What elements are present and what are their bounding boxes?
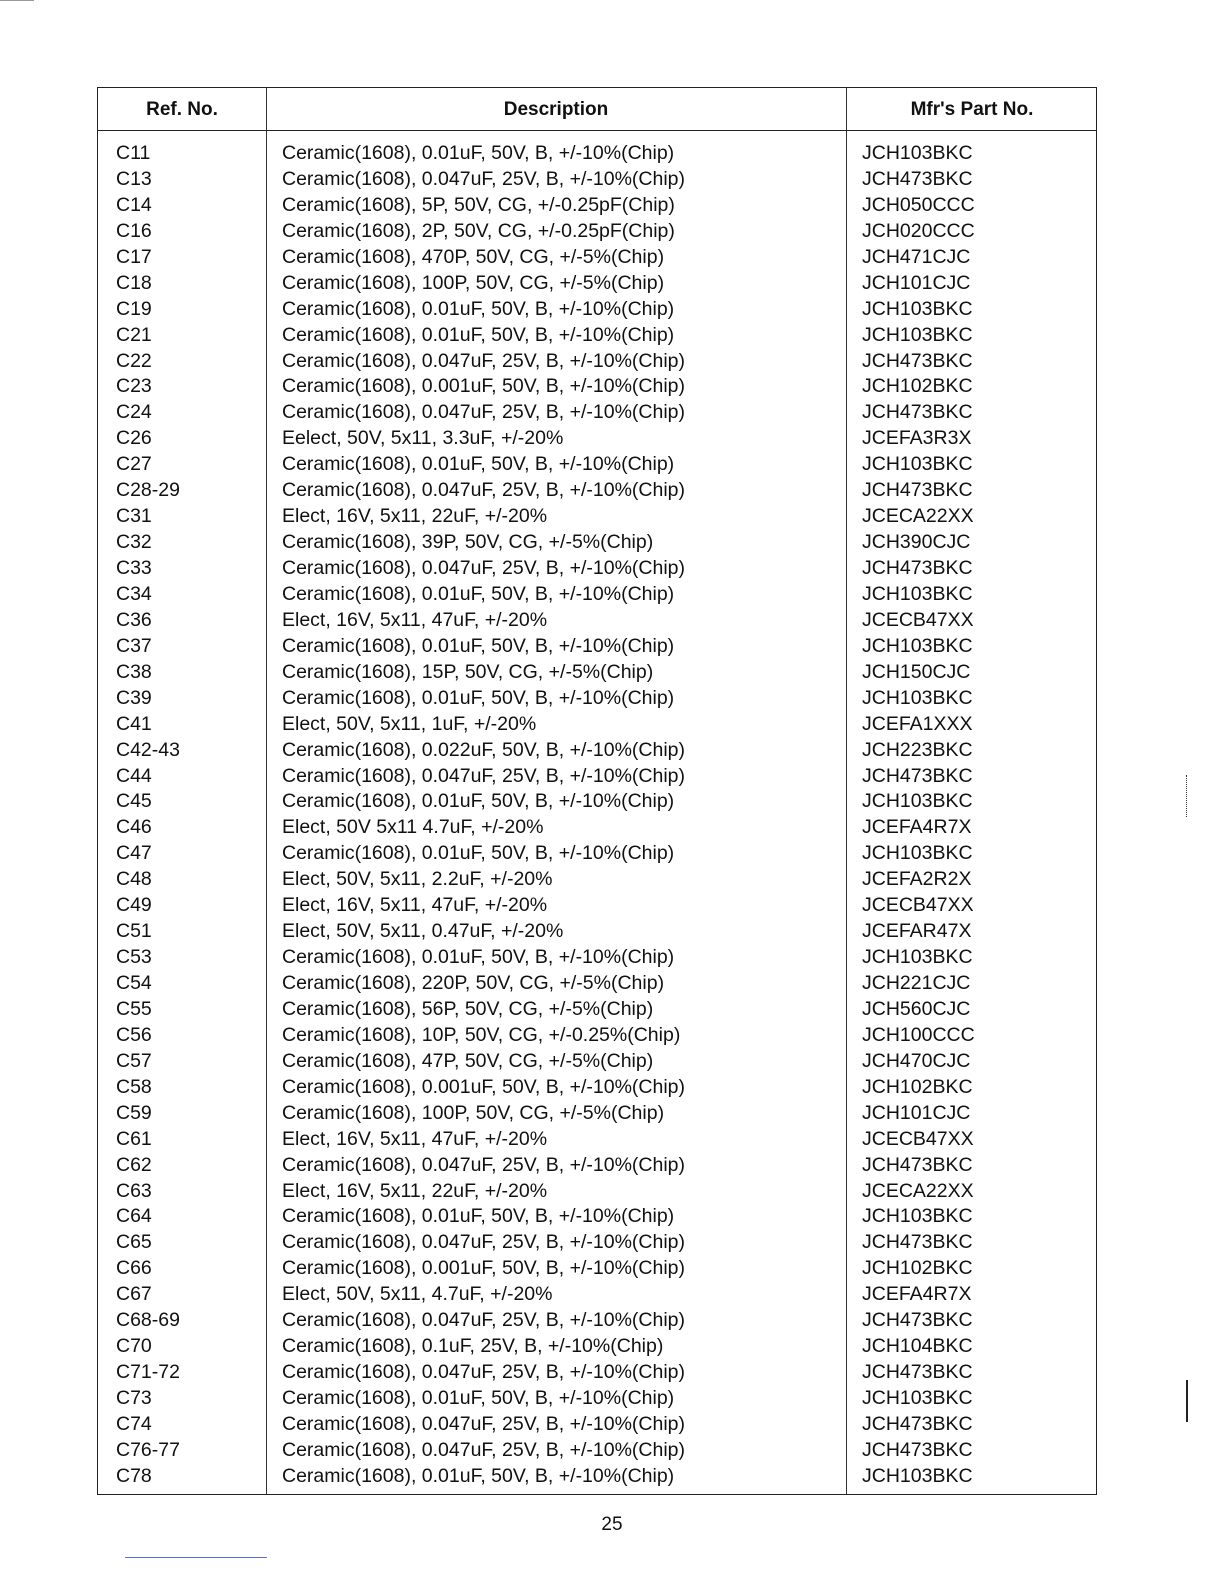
cell-description: Ceramic(1608), 0.01uF, 50V, B, +/-10%(Chip) — [282, 790, 675, 813]
cell-ref-no: C48 — [116, 868, 152, 891]
cell-mfr-part-no: JCEFA4R7X — [862, 1283, 972, 1306]
table-row — [98, 1255, 1098, 1281]
cell-mfr-part-no: JCH473BKC — [862, 764, 973, 787]
cell-ref-no: C39 — [116, 686, 152, 709]
cell-description: Ceramic(1608), 56P, 50V, CG, +/-5%(Chip) — [282, 997, 654, 1020]
cell-mfr-part-no: JCH101CJC — [862, 1101, 971, 1124]
cell-description: Ceramic(1608), 220P, 50V, CG, +/-5%(Chip) — [282, 972, 665, 994]
table-row — [98, 218, 1098, 244]
cell-description: Ceramic(1608), 0.01uF, 50V, B, +/-10%(Chip) — [282, 1464, 675, 1487]
cell-mfr-part-no: JCH473BKC — [862, 1361, 973, 1384]
cell-ref-no: C14 — [116, 193, 152, 216]
table-row — [98, 1411, 1098, 1437]
cell-mfr-part-no: JCH103BKC — [862, 842, 973, 865]
table-row — [98, 192, 1098, 218]
cell-description: Elect, 50V, 5x11, 2.2uF, +/-20% — [282, 868, 553, 891]
cell-description: Ceramic(1608), 0.047uF, 25V, B, +/-10%(Chip) — [282, 1361, 686, 1384]
cell-mfr-part-no: JCH470CJC — [862, 1049, 971, 1072]
table-row — [98, 1359, 1098, 1385]
cell-mfr-part-no: JCH050CCC — [862, 193, 975, 216]
cell-mfr-part-no: JCH103BKC — [862, 453, 973, 476]
table-row — [98, 1281, 1098, 1307]
table-body — [98, 140, 1098, 1489]
table-row — [98, 399, 1098, 425]
cell-mfr-part-no: JCH390CJC — [862, 531, 971, 554]
table-row — [98, 1203, 1098, 1229]
cell-ref-no: C18 — [116, 271, 152, 294]
cell-description: Ceramic(1608), 47P, 50V, CG, +/-5%(Chip) — [282, 1049, 654, 1072]
cell-mfr-part-no: JCH223BKC — [862, 738, 973, 761]
table-row — [98, 659, 1098, 685]
cell-mfr-part-no: JCH473BKC — [862, 349, 973, 372]
cell-description: Elect, 16V, 5x11, 47uF, +/-20% — [282, 894, 548, 917]
cell-description: Ceramic(1608), 0.01uF, 50V, B, +/-10%(Chip) — [282, 142, 675, 164]
table-row — [98, 866, 1098, 892]
header-rule — [98, 130, 1096, 131]
cell-mfr-part-no: JCH103BKC — [862, 1464, 973, 1487]
cell-description: Ceramic(1608), 0.047uF, 25V, B, +/-10%(Chip) — [282, 557, 686, 579]
cell-ref-no: C19 — [116, 297, 152, 320]
table-row — [98, 166, 1098, 192]
table-row — [98, 607, 1098, 633]
cell-description: Ceramic(1608), 0.01uF, 50V, B, +/-10%(Chip) — [282, 946, 675, 969]
cell-ref-no: C65 — [116, 1231, 152, 1254]
cell-ref-no: C46 — [116, 816, 152, 839]
table-row — [98, 373, 1098, 399]
cell-ref-no: C23 — [116, 375, 152, 398]
table-row — [98, 892, 1098, 918]
cell-mfr-part-no: JCH102BKC — [862, 1075, 973, 1098]
cell-ref-no: C13 — [116, 167, 152, 190]
cell-description: Elect, 50V 5x11 4.7uF, +/-20% — [282, 816, 544, 839]
cell-mfr-part-no: JCH020CCC — [862, 219, 975, 242]
cell-description: Elect, 16V, 5x11, 22uF, +/-20% — [282, 505, 548, 528]
cell-mfr-part-no: JCEFA3R3X — [862, 427, 972, 450]
table-row — [98, 1100, 1098, 1126]
cell-ref-no: C28-29 — [116, 479, 180, 502]
cell-description: Ceramic(1608), 100P, 50V, CG, +/-5%(Chip) — [282, 1101, 665, 1124]
cell-ref-no: C22 — [116, 349, 152, 372]
cell-description: Ceramic(1608), 0.01uF, 50V, B, +/-10%(Chip) — [282, 297, 675, 320]
cell-description: Ceramic(1608), 470P, 50V, CG, +/-5%(Chip) — [282, 245, 665, 268]
table-row — [98, 1437, 1098, 1463]
cell-mfr-part-no: JCECA22XX — [862, 1179, 974, 1202]
cell-ref-no: C74 — [116, 1412, 152, 1435]
header-description: Description — [503, 99, 609, 120]
cell-ref-no: C26 — [116, 427, 152, 450]
cell-ref-no: C17 — [116, 245, 152, 268]
table-row — [98, 1074, 1098, 1100]
table-row — [98, 296, 1098, 322]
cell-mfr-part-no: JCH103BKC — [862, 323, 973, 346]
header-ref-no: Ref. No. — [146, 99, 218, 120]
cell-mfr-part-no: JCH102BKC — [862, 1257, 973, 1280]
cell-ref-no: C53 — [116, 946, 152, 969]
cell-mfr-part-no: JCECB47XX — [862, 894, 974, 917]
table-row — [98, 840, 1098, 866]
table-row — [98, 1126, 1098, 1152]
parts-list-table — [97, 87, 1097, 1495]
cell-description: Elect, 50V, 5x11, 1uF, +/-20% — [282, 712, 537, 735]
cell-mfr-part-no: JCECB47XX — [862, 608, 974, 631]
cell-ref-no: C68-69 — [116, 1309, 180, 1332]
cell-mfr-part-no: JCH103BKC — [862, 686, 973, 709]
table-row — [98, 503, 1098, 529]
cell-mfr-part-no: JCEFA4R7X — [862, 816, 972, 839]
cell-ref-no: C51 — [116, 920, 152, 943]
cell-ref-no: C57 — [116, 1049, 152, 1072]
cell-mfr-part-no: JCECB47XX — [862, 1127, 974, 1150]
cell-mfr-part-no: JCH102BKC — [862, 375, 973, 398]
cell-description: Ceramic(1608), 0.001uF, 50V, B, +/-10%(Chip) — [282, 375, 686, 398]
table-row — [98, 685, 1098, 711]
table-row — [98, 918, 1098, 944]
cell-ref-no: C27 — [116, 453, 152, 476]
cell-mfr-part-no: JCH473BKC — [862, 1438, 973, 1461]
table-row — [98, 970, 1098, 996]
cell-ref-no: C37 — [116, 634, 152, 657]
cell-mfr-part-no: JCH471CJC — [862, 245, 971, 268]
cell-ref-no: C62 — [116, 1153, 152, 1176]
cell-description: Ceramic(1608), 2P, 50V, CG, +/-0.25pF(Chip) — [282, 219, 675, 242]
table-row — [98, 1178, 1098, 1204]
cell-ref-no: C73 — [116, 1387, 152, 1409]
cell-description: Ceramic(1608), 0.047uF, 25V, B, +/-10%(Chip) — [282, 1153, 686, 1176]
cell-ref-no: C61 — [116, 1127, 152, 1150]
cell-ref-no: C66 — [116, 1257, 152, 1280]
cell-mfr-part-no: JCH103BKC — [862, 946, 973, 969]
table-row — [98, 944, 1098, 970]
cell-mfr-part-no: JCH103BKC — [862, 634, 973, 657]
cell-mfr-part-no: JCH473BKC — [862, 1309, 973, 1332]
cell-mfr-part-no: JCH560CJC — [862, 997, 971, 1020]
table-row — [98, 555, 1098, 581]
cell-ref-no: C55 — [116, 997, 152, 1020]
cell-ref-no: C33 — [116, 557, 152, 579]
cell-ref-no: C38 — [116, 660, 152, 683]
cell-description: Ceramic(1608), 0.047uF, 25V, B, +/-10%(Chip) — [282, 764, 686, 787]
cell-ref-no: C44 — [116, 764, 152, 787]
cell-ref-no: C58 — [116, 1075, 152, 1098]
cell-description: Ceramic(1608), 0.1uF, 25V, B, +/-10%(Chip) — [282, 1335, 664, 1358]
table-row — [98, 1022, 1098, 1048]
table-row — [98, 1229, 1098, 1255]
cell-mfr-part-no: JCH473BKC — [862, 401, 973, 424]
cell-mfr-part-no: JCH103BKC — [862, 297, 973, 320]
cell-ref-no: C54 — [116, 972, 152, 994]
scan-edge-mark — [1186, 775, 1187, 817]
cell-description: Ceramic(1608), 5P, 50V, CG, +/-0.25pF(Chip) — [282, 193, 675, 216]
table-row — [98, 529, 1098, 555]
table-row — [98, 477, 1098, 503]
table-row — [98, 140, 1098, 166]
cell-description: Eelect, 50V, 5x11, 3.3uF, +/-20% — [282, 427, 564, 450]
cell-description: Ceramic(1608), 0.01uF, 50V, B, +/-10%(Chip) — [282, 686, 675, 709]
cell-mfr-part-no: JCH103BKC — [862, 1387, 973, 1409]
cell-description: Ceramic(1608), 0.01uF, 50V, B, +/-10%(Chip) — [282, 582, 675, 605]
cell-ref-no: C49 — [116, 894, 152, 917]
cell-description: Ceramic(1608), 0.01uF, 50V, B, +/-10%(Chip) — [282, 453, 675, 476]
cell-mfr-part-no: JCH221CJC — [862, 972, 971, 994]
cell-description: Ceramic(1608), 0.047uF, 25V, B, +/-10%(Chip) — [282, 349, 686, 372]
table-row — [98, 737, 1098, 763]
cell-description: Ceramic(1608), 100P, 50V, CG, +/-5%(Chip) — [282, 271, 665, 294]
cell-description: Ceramic(1608), 0.01uF, 50V, B, +/-10%(Chip) — [282, 323, 675, 346]
table-row — [98, 1333, 1098, 1359]
cell-mfr-part-no: JCH103BKC — [862, 142, 973, 164]
cell-description: Elect, 50V, 5x11, 4.7uF, +/-20% — [282, 1283, 553, 1306]
cell-description: Ceramic(1608), 0.047uF, 25V, B, +/-10%(Chip) — [282, 1412, 686, 1435]
cell-mfr-part-no: JCH104BKC — [862, 1335, 973, 1358]
cell-ref-no: C59 — [116, 1101, 152, 1124]
cell-ref-no: C24 — [116, 401, 152, 424]
cell-mfr-part-no: JCH101CJC — [862, 271, 971, 294]
table-row — [98, 1048, 1098, 1074]
cell-mfr-part-no: JCH473BKC — [862, 1153, 973, 1176]
cell-description: Ceramic(1608), 39P, 50V, CG, +/-5%(Chip) — [282, 531, 654, 554]
cell-ref-no: C45 — [116, 790, 152, 813]
table-row — [98, 270, 1098, 296]
table-row — [98, 996, 1098, 1022]
cell-mfr-part-no: JCECA22XX — [862, 505, 974, 528]
cell-mfr-part-no: JCH103BKC — [862, 1205, 973, 1228]
cell-description: Ceramic(1608), 0.01uF, 50V, B, +/-10%(Chip) — [282, 634, 675, 657]
cell-description: Elect, 16V, 5x11, 22uF, +/-20% — [282, 1179, 548, 1202]
cell-description: Ceramic(1608), 15P, 50V, CG, +/-5%(Chip) — [282, 660, 654, 683]
cell-mfr-part-no: JCEFA1XXX — [862, 712, 973, 735]
table-row — [98, 1307, 1098, 1333]
cell-mfr-part-no: JCH473BKC — [862, 167, 973, 190]
cell-mfr-part-no: JCH103BKC — [862, 582, 973, 605]
cell-mfr-part-no: JCH473BKC — [862, 557, 973, 579]
table-row — [98, 244, 1098, 270]
cell-description: Ceramic(1608), 0.047uF, 25V, B, +/-10%(Chip) — [282, 479, 686, 502]
cell-ref-no: C32 — [116, 531, 152, 554]
table-row — [98, 788, 1098, 814]
cell-ref-no: C78 — [116, 1464, 152, 1487]
cell-description: Ceramic(1608), 0.01uF, 50V, B, +/-10%(Chip) — [282, 1205, 675, 1228]
cell-description: Elect, 16V, 5x11, 47uF, +/-20% — [282, 608, 548, 631]
cell-description: Ceramic(1608), 0.047uF, 25V, B, +/-10%(Chip) — [282, 167, 686, 190]
cell-ref-no: C34 — [116, 582, 152, 605]
table-row — [98, 1385, 1098, 1411]
cell-description: Ceramic(1608), 0.047uF, 25V, B, +/-10%(Chip) — [282, 1438, 686, 1461]
cell-ref-no: C71-72 — [116, 1361, 180, 1384]
footer-rule — [125, 1557, 267, 1558]
table-row — [98, 1463, 1098, 1489]
cell-ref-no: C56 — [116, 1023, 152, 1046]
table-row — [98, 763, 1098, 789]
cell-description: Ceramic(1608), 0.022uF, 50V, B, +/-10%(Chip) — [282, 738, 686, 761]
table-row — [98, 425, 1098, 451]
cell-ref-no: C63 — [116, 1179, 152, 1202]
table-row — [98, 581, 1098, 607]
page-number: 25 — [601, 1514, 623, 1535]
cell-ref-no: C31 — [116, 505, 152, 528]
cell-ref-no: C11 — [116, 142, 151, 164]
table-row — [98, 633, 1098, 659]
cell-mfr-part-no: JCH103BKC — [862, 790, 973, 813]
table-row — [98, 322, 1098, 348]
table-row — [98, 348, 1098, 374]
cell-ref-no: C47 — [116, 842, 152, 865]
cell-ref-no: C42-43 — [116, 738, 180, 761]
table-row — [98, 451, 1098, 477]
cell-description: Elect, 50V, 5x11, 0.47uF, +/-20% — [282, 920, 564, 943]
cell-mfr-part-no: JCEFAR47X — [862, 920, 972, 943]
cell-description: Ceramic(1608), 0.01uF, 50V, B, +/-10%(Chip) — [282, 1387, 675, 1409]
cell-description: Ceramic(1608), 0.01uF, 50V, B, +/-10%(Chip) — [282, 842, 675, 865]
table-row — [98, 814, 1098, 840]
cell-description: Ceramic(1608), 0.047uF, 25V, B, +/-10%(Chip) — [282, 1309, 686, 1332]
cell-description: Elect, 16V, 5x11, 47uF, +/-20% — [282, 1127, 548, 1150]
header-mfr-part-no: Mfr's Part No. — [910, 99, 1034, 120]
cell-mfr-part-no: JCH473BKC — [862, 1231, 973, 1254]
cell-ref-no: C36 — [116, 608, 152, 631]
cell-description: Ceramic(1608), 0.001uF, 50V, B, +/-10%(Chip) — [282, 1257, 686, 1280]
table-row — [98, 711, 1098, 737]
cell-mfr-part-no: JCEFA2R2X — [862, 868, 972, 891]
cell-description: Ceramic(1608), 0.001uF, 50V, B, +/-10%(Chip) — [282, 1075, 686, 1098]
cell-ref-no: C76-77 — [116, 1438, 180, 1461]
cell-ref-no: C67 — [116, 1283, 152, 1306]
scan-edge-mark — [1186, 1380, 1188, 1422]
cell-mfr-part-no: JCH473BKC — [862, 479, 973, 502]
cell-ref-no: C21 — [116, 323, 152, 346]
cell-mfr-part-no: JCH150CJC — [862, 660, 971, 683]
cell-description: Ceramic(1608), 10P, 50V, CG, +/-0.25%(Chip) — [282, 1023, 681, 1046]
table-row — [98, 1152, 1098, 1178]
cell-description: Ceramic(1608), 0.047uF, 25V, B, +/-10%(Chip) — [282, 401, 686, 424]
cell-mfr-part-no: JCH473BKC — [862, 1412, 973, 1435]
cell-ref-no: C41 — [116, 712, 152, 735]
scan-edge-mark — [0, 0, 34, 1]
cell-description: Ceramic(1608), 0.047uF, 25V, B, +/-10%(Chip) — [282, 1231, 686, 1254]
cell-ref-no: C70 — [116, 1335, 152, 1358]
cell-mfr-part-no: JCH100CCC — [862, 1023, 975, 1046]
cell-ref-no: C16 — [116, 219, 152, 242]
cell-ref-no: C64 — [116, 1205, 152, 1228]
